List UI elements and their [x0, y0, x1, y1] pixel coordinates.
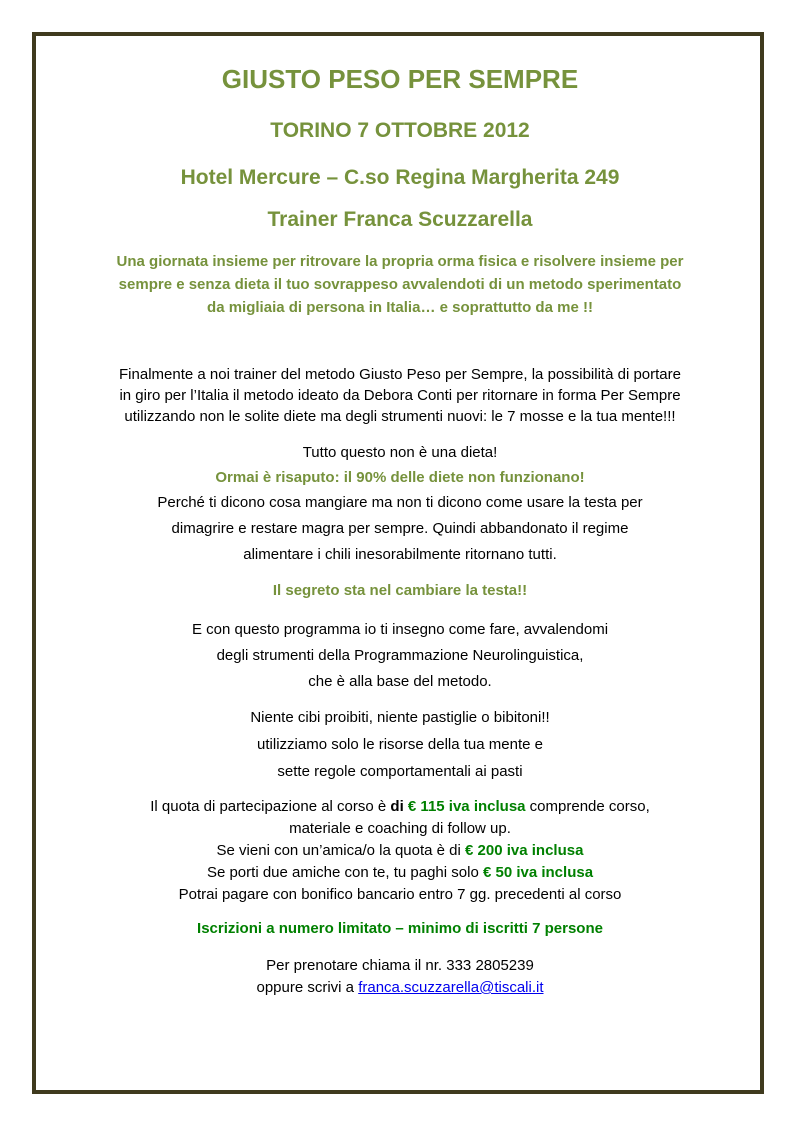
price-amount-single: € 115 iva inclusa — [407, 798, 526, 815]
price-text: Se vieni con un’amica/o la quota è di — [216, 842, 466, 859]
rules-line: Niente cibi proibiti, niente pastiglie o bibitoni!! — [250, 709, 550, 726]
program-line: E con questo programma io ti insegno come fare, avvalendomi — [191, 621, 609, 638]
rules-line: sette regole comportamentali ai pasti — [277, 763, 523, 780]
price-text: Se porti due amiche con te, tu paghi solo — [206, 864, 483, 881]
limited-seats-line: Iscrizioni a numero limitato – minimo di iscritti 7 persone — [197, 920, 603, 937]
phone-line: Per prenotare chiama il nr. 333 2805239 — [266, 957, 534, 974]
not-a-diet-line: Tutto questo non è una dieta! — [302, 444, 498, 461]
program-paragraph — [36, 617, 764, 695]
method-line: utilizzando non le solite diete ma degli strumenti nuovi: le 7 mosse e la tua mente!!! — [124, 408, 676, 425]
price-amount-two-friends: € 50 iva inclusa — [482, 864, 594, 881]
diets-fail-line: Ormai è risaputo: il 90% delle diete non funzionano! — [215, 469, 585, 486]
email-text: oppure scrivi a — [256, 979, 359, 996]
price-line — [36, 840, 764, 862]
rules-line: utilizziamo solo le risorse della tua mente e — [257, 736, 543, 753]
intro-line: Una giornata insieme per ritrovare la propria orma fisica e risolvere insieme per — [116, 253, 684, 270]
price-amount-friend: € 200 iva inclusa — [465, 842, 584, 859]
event-date: TORINO 7 OTTOBRE 2012 — [270, 119, 530, 142]
program-line: degli strumenti della Programmazione Neurolinguistica, — [216, 647, 584, 664]
rules-paragraph — [36, 704, 764, 785]
page-title: GIUSTO PESO PER SEMPRE — [221, 64, 579, 94]
intro-line: da migliaia di persona in Italia… e soprattutto da me !! — [207, 299, 593, 316]
trainer-name: Trainer Franca Scuzzarella — [267, 208, 533, 231]
secret-line: Il segreto sta nel cambiare la testa!! — [272, 582, 528, 599]
price-line — [36, 796, 764, 818]
method-line: Finalmente a noi trainer del metodo Giusto Peso per Sempre, la possibilità di portare — [119, 366, 681, 383]
diet-text-line: Perché ti dicono cosa mangiare ma non ti dicono come usare la testa per — [157, 494, 643, 511]
program-line: che è alla base del metodo. — [308, 673, 492, 690]
method-paragraph — [36, 364, 764, 427]
intro-line: sempre e senza dieta il tuo sovrappeso avvalendoti di un metodo sperimentato — [118, 276, 682, 293]
method-line: in giro per l’Italia il metodo ideato da Debora Conti per ritornare in forma Per Sempre — [119, 387, 681, 404]
price-line: materiale e coaching di follow up. — [289, 820, 511, 837]
pricing-paragraph — [36, 796, 764, 906]
contact-paragraph — [36, 955, 764, 999]
price-text: Il quota di partecipazione al corso è — [150, 798, 391, 815]
diet-text-line: dimagrire e restare magra per sempre. Quindi abbandonato il regime — [171, 520, 629, 537]
email-link[interactable]: franca.scuzzarella@tiscali.it — [358, 979, 544, 996]
price-text: comprende corso, — [525, 798, 650, 815]
diet-paragraph — [36, 440, 764, 568]
diet-text-line: alimentare i chili inesorabilmente ritornano tutti. — [243, 546, 557, 563]
price-di: di — [390, 798, 404, 815]
price-line — [36, 862, 764, 884]
event-venue: Hotel Mercure – C.so Regina Margherita 249 — [180, 166, 620, 189]
email-line — [36, 977, 764, 999]
price-line: Potrai pagare con bonifico bancario entro 7 gg. precedenti al corso — [178, 886, 622, 903]
intro-paragraph — [36, 250, 764, 319]
